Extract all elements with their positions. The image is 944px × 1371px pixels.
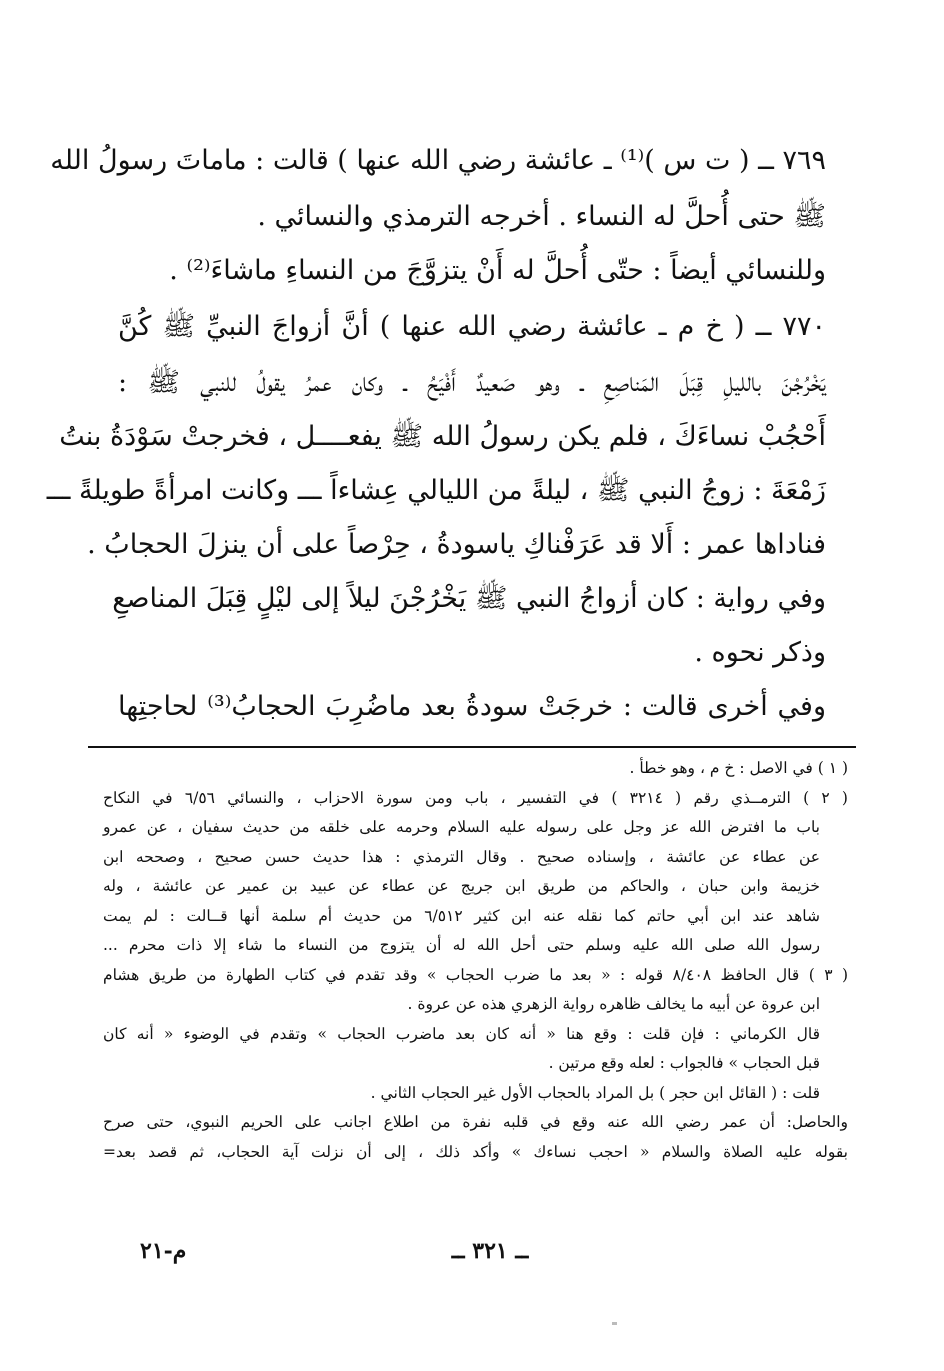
footnote-line: ( ٢ ) الترمــذي رقم ( ٣٢١٤ ) في التفسير ، باب ومن سورة الاحزاب ، والنسائي ٦/٥٦ في النكاح	[103, 788, 848, 807]
footnote-separator	[88, 746, 856, 748]
footnote-line: خزيمة وابن حبان ، والحاكم من طريق ابن جريج عن عطاء عن عبيد بن عمير عن عائشة ، وله	[103, 877, 820, 895]
footnote-line: رسول الله صلى الله عليه وسلم حتى أحل الله له أن يتزوج من النساء ما شاء إلا ذات محرم ...	[103, 936, 820, 954]
text-line: أَحْجُبْ نساءَكَ ، فلم يكن رسولُ الله ﷺ يفعــــل ، فخرجتْ سَوْدَةُ بنتُ	[59, 421, 826, 452]
footnote-line: قبل الحجاب » فالجواب : لعله وقع مرتين .	[548, 1054, 820, 1072]
text-line: وذكر نحوه .	[694, 637, 826, 668]
text-line: يَخْرُجْنَ بالليلِ قِبَلَ المَناصِعِ ـ وهو صَعيدٌ أَفْيَحُ ـ وكان عمرُ يقولُ للنبي ﷺ :	[118, 367, 826, 398]
text-line: فناداها عمر : أَلا قد عَرَفْناكِ ياسودةُ ، حِرْصاً على أن ينزلَ الحجابُ .	[87, 529, 826, 560]
paper-speck	[612, 1322, 617, 1325]
footnote-line: باب ما افترض الله عز وجل على رسوله عليه السلام وحرمه على خلقه من حديث سفيان ، عن عمرو	[103, 818, 820, 836]
text-line: زَمْعَةَ : زوجُ النبي ﷺ ، ليلةً من الليالي عِشاءاً ـــ وكانت امرأةً طويلةً ـــ	[46, 475, 826, 506]
footnote-line: ( ٣ ) قال الحافظ ٨/٤٠٨ قوله : « بعد ما ضرب الحجاب » وقد تقدم في كتاب الطهارة من طريق هشام	[103, 965, 848, 984]
footnote-line: قلت : ( القائل ابن حجر ) بل المراد بالحجاب الأول غير الحجاب الثاني .	[370, 1083, 820, 1102]
text-line: وفي أخرى قالت : خرجَتْ سودةُ بعد ماضُرِبَ الحجابُ⁽³⁾ لحاجتِها	[118, 691, 826, 722]
footnote-line: بقوله عليه الصلاة والسلام « احجب نساءك » وأكد ذلك ، إلى أن نزلت آية الحجاب، ثم قصد بعد=	[103, 1142, 848, 1161]
footnotes	[103, 754, 848, 1167]
footnote-line: ابن عروة عن أبيه ما يخالف ظاهره رواية الزهري هذه عن عروة .	[407, 995, 820, 1013]
text-line: ٧٧٠ ــ ( خ م ـ عائشة رضي الله عنها ) أنَّ أزواجَ النبيِّ ﷺ كُنَّ	[118, 311, 826, 342]
main-text	[46, 132, 826, 734]
footnote-line: ( ١ ) في الاصل : خ م ، وهو خطأ .	[629, 759, 848, 777]
footnote-line: عن عطاء عن عائشة ، وإسناده صحيح . وقال الترمذي : هذا حديث حسن صحيح ، وصححه ابن	[103, 847, 820, 866]
footnote-line: شاهد عند ابن أبي حاتم كما نقله عنه ابن كثير ٦/٥١٢ من حديث أم سلمة أنها قــالت : لم يمت	[103, 906, 820, 925]
footnote-line: قال الكرماني : فإن قلت : وقع هنا « أنه كان بعد ماضرب الحجاب » وتقدم في الوضوء « أنه كان	[103, 1024, 820, 1043]
text-line: وفي رواية : كان أزواجُ النبي ﷺ يَخْرُجْنَ ليلاً إلى ليْلٍ قِبَلَ المناصعِ	[112, 583, 826, 614]
footnote-line: والحاصل: أن عمر رضي الله عنه وقع في قلبه نفرة من اطلاع اجانب على الحريم النبوي، حتى صرح	[103, 1113, 848, 1131]
page-number: ــ ٣٢١ ــ	[451, 1238, 529, 1264]
text-line: وللنسائي أيضاً : حتّى أُحلَّ له أَنْ يتزوَّجَ من النساءِ ماشاءَ⁽²⁾ .	[169, 255, 826, 286]
text-line: ﷺ حتى أُحلَّ له النساء . أخرجه الترمذي والنسائي .	[257, 201, 826, 232]
text-line: ٧٦٩ ــ ( ت س )⁽¹⁾ ـ عائشة رضي الله عنها ) قالت : ماماتَ رسولُ الله	[50, 145, 826, 176]
signature-mark: م-٢١	[140, 1238, 187, 1264]
